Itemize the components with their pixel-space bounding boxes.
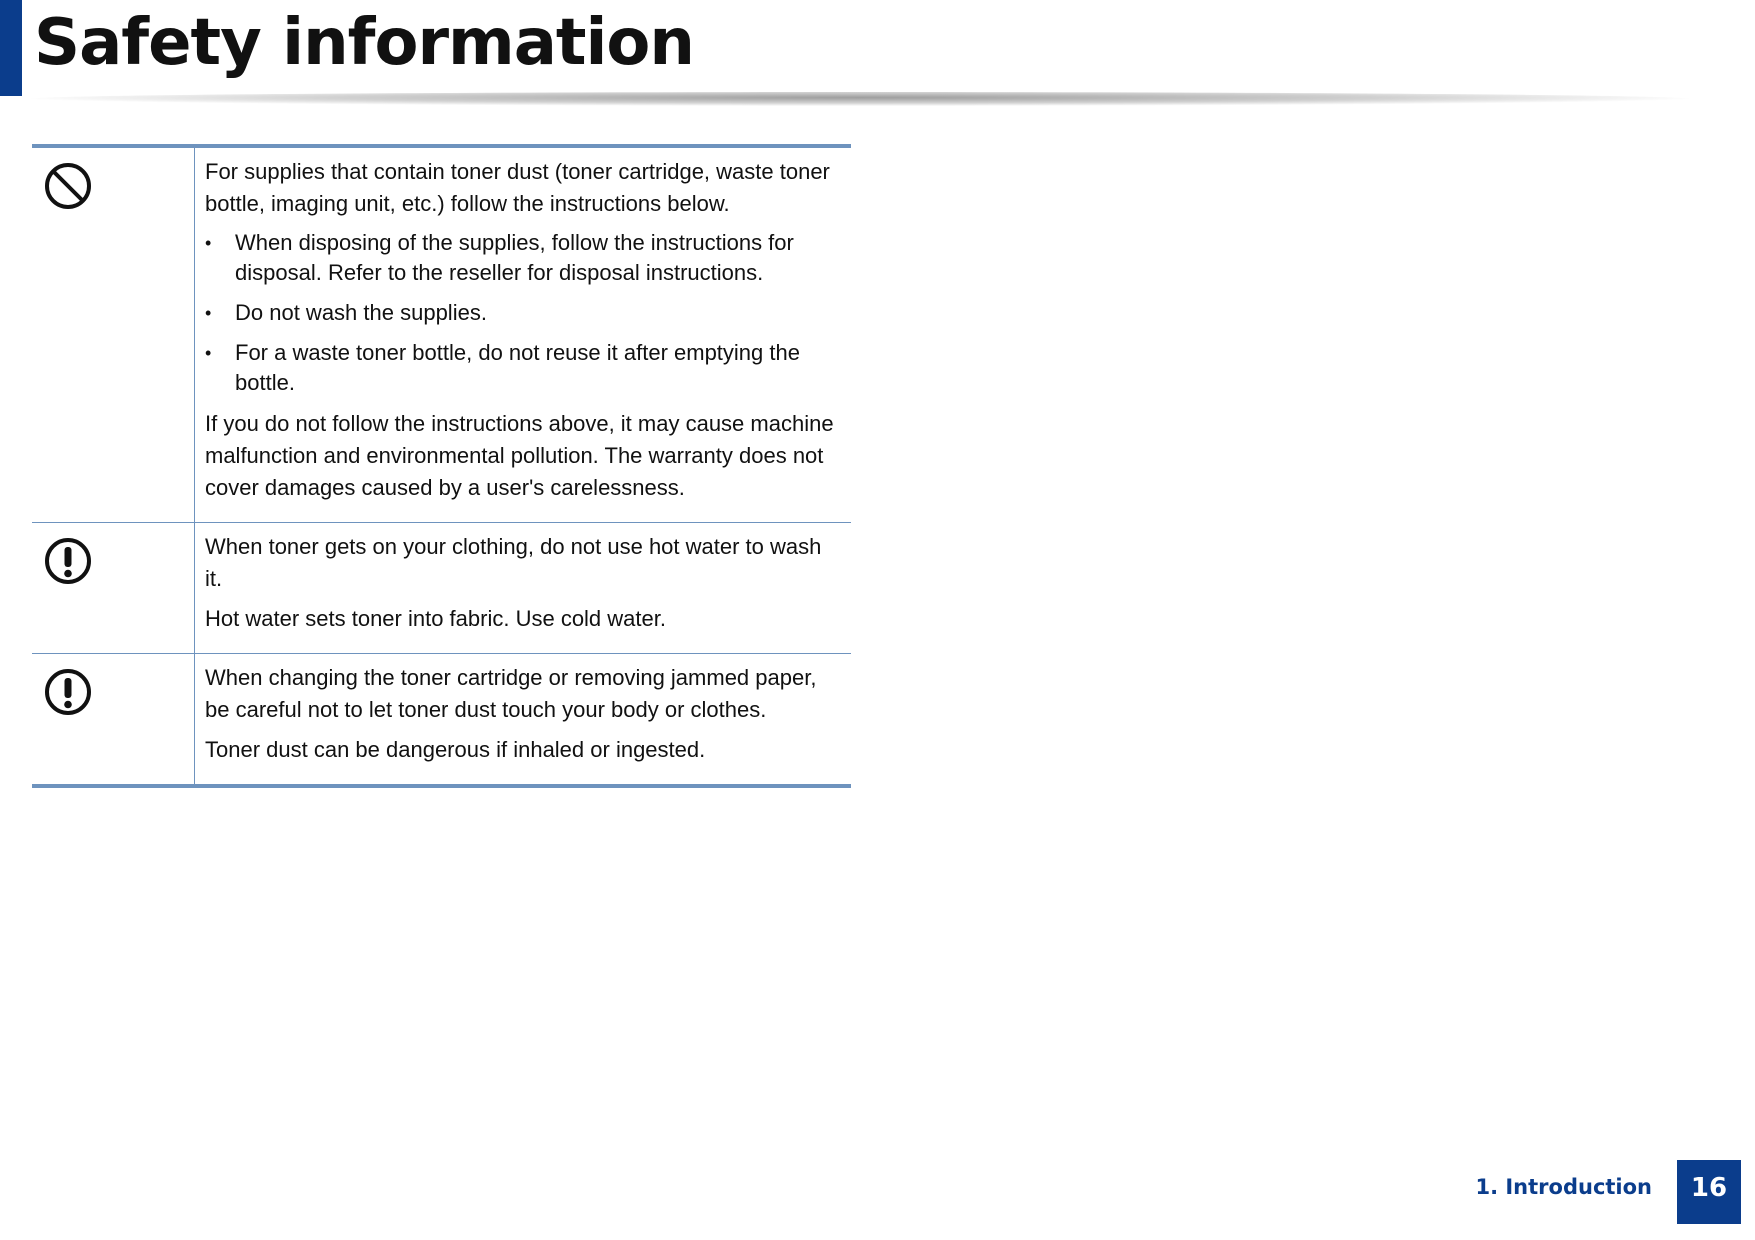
paragraph-intro: For supplies that contain toner dust (toner cartridge, waste toner bottle, imaging unit, etc.) follow the instructions below.: [205, 159, 830, 216]
caution-icon: [42, 666, 94, 718]
title-accent-bar: [0, 0, 22, 96]
paragraph-outro: If you do not follow the instructions above, it may cause machine malfunction and environmental pollution. The warranty does not cover damages caused by a user's carelessness.: [205, 411, 834, 500]
text-cell: [195, 523, 852, 654]
section-label: 1. Introduction: [1475, 1175, 1652, 1199]
text-cell: [195, 654, 852, 787]
bullet-list: [205, 228, 839, 398]
bullet-text: Do not wash the supplies.: [235, 300, 487, 325]
icon-cell: [32, 146, 195, 523]
prohibited-icon: [42, 160, 94, 212]
paragraph: When changing the toner cartridge or removing jammed paper, be careful not to let toner dust touch your body or clothes.: [205, 665, 817, 722]
paragraph: When toner gets on your clothing, do not use hot water to wash it.: [205, 534, 822, 591]
icon-cell: [32, 523, 195, 654]
bullet-item: [205, 228, 839, 288]
page-number-badge: 16: [1677, 1160, 1741, 1224]
icon-cell: [32, 654, 195, 787]
bullet-icon: •: [205, 303, 212, 323]
bullet-icon: •: [205, 343, 212, 363]
bullet-text: For a waste toner bottle, do not reuse it after emptying the bottle.: [235, 340, 800, 395]
bullet-text: When disposing of the supplies, follow the instructions for disposal. Refer to the reseller for disposal instructions.: [235, 230, 794, 285]
caution-icon: [42, 535, 94, 587]
safety-table: [32, 144, 851, 788]
table-row: [32, 146, 851, 523]
text-cell: [195, 146, 852, 523]
paragraph: Hot water sets toner into fabric. Use cold water.: [205, 606, 666, 631]
bullet-item: [205, 298, 839, 328]
page-title: Safety information: [34, 6, 694, 80]
title-divider: [30, 92, 1690, 106]
table-row: [32, 654, 851, 787]
bullet-item: [205, 338, 839, 398]
bullet-icon: •: [205, 233, 212, 253]
table-row: [32, 523, 851, 654]
paragraph: Toner dust can be dangerous if inhaled or ingested.: [205, 737, 706, 762]
